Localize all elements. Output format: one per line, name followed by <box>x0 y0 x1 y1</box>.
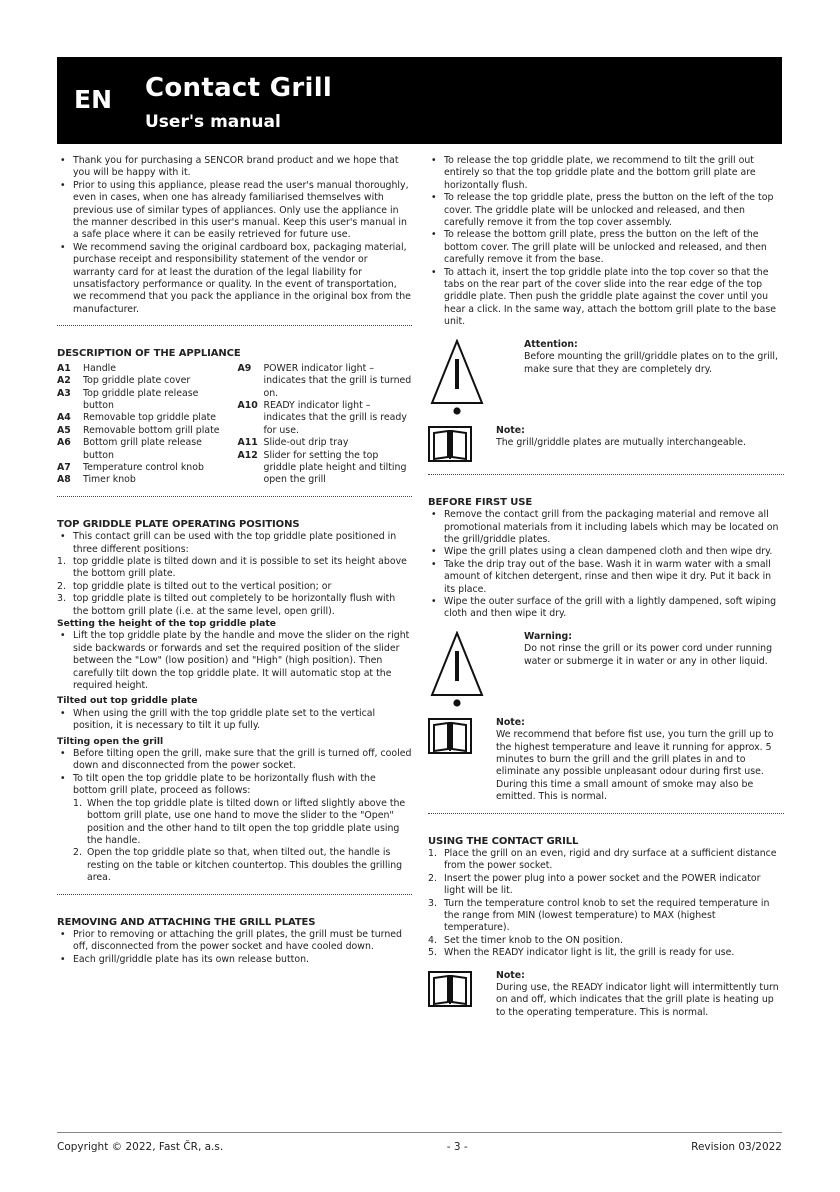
note-box <box>428 970 784 1020</box>
dotted-divider <box>57 318 412 326</box>
using-item: 4. Set the timer knob to the ON position. <box>428 934 624 946</box>
positions-item: 3. top griddle plate is tilted out completely to be horizontally flush with the bottom grill plate (i.e. at the same level, open grill). <box>57 593 396 617</box>
parts-list-left <box>57 363 232 487</box>
using-item: 1. Place the grill on an even, rigid and dry surface at a sufficient distance from the power socket. <box>428 848 777 872</box>
part-item: A3 Top griddle plate release button <box>57 387 199 411</box>
using-item: 2. Insert the power plug into a power socket and the POWER indicator light will be lit. <box>428 872 761 897</box>
section-heading-positions: TOP GRIDDLE PLATE OPERATING POSITIONS <box>57 518 300 530</box>
part-item: A10 READY indicator light – indicates that the grill is ready for use. <box>237 399 407 436</box>
intro-paragraph: • We recommend saving the original cardboard box, packaging material, purchase receipt and responsibility statement of the vendor or warranty card for at least the duration of the legal liability for unsatisfactory performance or quality. In the event of transportation, we recommend that you pack the appliance in the original box from the manufacturer. <box>57 242 412 316</box>
note-label: Note: <box>496 716 525 728</box>
attention-text: Before mounting the grill/griddle plates on to the grill, make sure that they are completely dry. <box>524 351 778 375</box>
removing-item: • To release the top griddle plate, we recommend to tilt the grill out entirely so that the top griddle plate and the bottom grill plate are horizontally flush. <box>428 155 784 192</box>
before-item: • Take the drip tray out of the base. Wash it in warm water with a small amount of kitchen detergent, rinse and then wipe it dry. Put it back in its place. <box>428 559 784 596</box>
positions-intro: • This contact grill can be used with the top griddle plate positioned in three different positions: <box>57 531 412 556</box>
book-icon <box>428 717 472 755</box>
note-label: Note: <box>496 424 525 436</box>
warning-box <box>428 631 784 707</box>
part-item: A6 Bottom grill plate release button <box>57 437 202 461</box>
note-text: During use, the READY indicator light will intermittently turn on and off, which indicates that the grill plate is heating up to the operating temperature. This is normal. <box>496 982 779 1018</box>
tilting-paragraph: • Before tilting open the grill, make sure that the grill is turned off, cooled down and disconnected from the power socket. <box>57 748 412 773</box>
intro-paragraph: • Prior to using this appliance, please read the user's manual thoroughly, even in cases, when one has already familiarised themselves with previous use of similar types of appliances. Only use the appliance in the manner described in this user's manual. Keep this user's manual in a safe place where it can be easily retrieved for future use. <box>57 180 412 242</box>
part-item: A4 Removable top griddle plate <box>57 412 217 424</box>
before-item: • Wipe the grill plates using a clean dampened cloth and then wipe dry. <box>428 546 784 558</box>
tilting-step: 1. When the top griddle plate is tilted down or lifted slightly above the bottom grill plate, use one hand to move the slider to the "Open" position and the other hand to tilt open the top griddle plate using the handle. <box>73 797 406 846</box>
section-heading-removing: REMOVING AND ATTACHING THE GRILL PLATES <box>57 916 316 928</box>
part-item: A7 Temperature control knob <box>57 461 204 473</box>
revision: Revision 03/2022 <box>691 1141 782 1153</box>
dotted-divider <box>57 489 412 497</box>
tilting-step: 2. Open the top griddle plate so that, when tilted out, the handle is resting on the table or kitchen countertop. This doubles the grilling area. <box>73 847 403 884</box>
part-item: A12 Slider for setting the top griddle plate height and tilting open the grill <box>237 449 407 486</box>
before-item: • Remove the contact grill from the packaging material and remove all promotional materials from it including labels which may be located on the grill/griddle plates. <box>428 509 784 546</box>
tilting-paragraph: • To tilt open the top griddle plate to be horizontally flush with the bottom grill plate, proceed as follows: 1. When the top griddle plate is tilted down or lifted slightly above the bottom grill plate, use one hand to move the slider to the "Open" position and the other hand to tilt open the top griddle plate using the handle. 2. Open the top griddle plate so that, when tilted out, the handle is resting on the table or kitchen countertop. This doubles the grilling area. <box>57 773 412 885</box>
header-banner <box>57 57 782 144</box>
document-title: Contact Grill <box>145 73 333 103</box>
section-heading-description: DESCRIPTION OF THE APPLIANCE <box>57 348 241 360</box>
note-text: We recommend that before fist use, you turn the grill up to the highest temperature and leave it running for approx. 5 minutes to burn the grill and the grill plates in and to eliminate any possible unpleasant odour during first use. During this time a small amount of smoke may also be emitted. This is normal. <box>496 729 774 803</box>
part-item: A1 Handle <box>57 362 117 374</box>
language-code: EN <box>74 85 113 114</box>
part-item: A8 Timer knob <box>57 474 136 486</box>
subheading-height: Setting the height of the top griddle plate <box>57 618 276 629</box>
book-icon <box>428 970 472 1008</box>
document-subtitle: User's manual <box>145 112 281 132</box>
subheading-tilting: Tilting open the grill <box>57 735 164 747</box>
before-item: • Wipe the outer surface of the grill with a lightly dampened, soft wiping cloth and then wipe it dry. <box>428 596 784 621</box>
part-item: A11 Slide-out drip tray <box>237 437 349 449</box>
attention-label: Attention: <box>524 338 578 350</box>
section-heading-before: BEFORE FIRST USE <box>428 496 533 508</box>
warning-triangle-icon <box>430 339 484 415</box>
removing-item: • Each grill/griddle plate has its own release button. <box>57 954 412 966</box>
note-label: Note: <box>496 969 525 981</box>
removing-item: • To release the bottom grill plate, press the button on the left of the bottom cover. The grill plate will be unlocked and released, and then carefully remove it from the base. <box>428 229 784 266</box>
using-item: 5. When the READY indicator light is lit, the grill is ready for use. <box>428 947 735 959</box>
warning-label: Warning: <box>524 630 572 642</box>
using-item: 3. Turn the temperature control knob to set the required temperature in the range from MIN (lowest temperature) to MAX (highest temperature). <box>428 897 770 934</box>
removing-item: • To release the top griddle plate, press the button on the left of the top cover. The griddle plate will be unlocked and released, and then carefully remove it from the top cover assembly. <box>428 192 784 229</box>
removing-item: • Prior to removing or attaching the grill plates, the grill must be turned off, disconnected from the power socket and have cooled down. <box>57 929 412 954</box>
left-column <box>57 155 412 966</box>
warning-text: Do not rinse the grill or its power cord under running water or submerge it in water or any in other liquid. <box>524 643 773 667</box>
parts-list-right <box>238 363 413 487</box>
positions-item: 1. top griddle plate is tilted down and it is possible to set its height above the bottom grill plate. <box>57 555 407 580</box>
dotted-divider <box>428 806 784 814</box>
right-column <box>428 155 784 1019</box>
part-item: A2 Top griddle plate cover <box>57 375 191 387</box>
parts-list <box>57 363 412 487</box>
dotted-divider <box>57 887 412 895</box>
intro-paragraph: • Thank you for purchasing a SENCOR brand product and we hope that you will be happy with it. <box>57 155 412 180</box>
tilted-paragraph: • When using the grill with the top griddle plate set to the vertical position, it is necessary to tilt it up fully. <box>57 708 412 733</box>
note-box <box>428 717 784 804</box>
note-box <box>428 425 784 465</box>
height-paragraph: • Lift the top griddle plate by the handle and move the slider on the right side backwards or forwards and set the required position of the slider between the "Low" (low position) and "High" (high position). Then carefully tilt down the top griddle plate. It will automatic stop at the required height. <box>57 630 412 692</box>
positions-item: 2. top griddle plate is tilted out to the vertical position; or <box>57 580 332 592</box>
warning-triangle-icon <box>430 631 484 707</box>
note-text: The grill/griddle plates are mutually interchangeable. <box>496 437 746 449</box>
part-item: A5 Removable bottom grill plate <box>57 424 220 436</box>
dotted-divider <box>428 467 784 475</box>
page-footer <box>57 1132 782 1153</box>
part-item: A9 POWER indicator light – indicates that the grill is turned on. <box>237 362 412 399</box>
removing-item: • To attach it, insert the top griddle plate into the top cover so that the tabs on the rear part of the cover slide into the rear edge of the top griddle plate. Then push the griddle plate against the cover until you hear a click. In the same way, attach the bottom grill plate to the base unit. <box>428 267 784 329</box>
page-number: - 3 - <box>446 1141 468 1153</box>
section-heading-using: USING THE CONTACT GRILL <box>428 835 579 847</box>
copyright: Copyright © 2022, Fast ČR, a.s. <box>57 1141 224 1153</box>
attention-box <box>428 339 784 415</box>
subheading-tilted: Tilted out top griddle plate <box>57 695 198 707</box>
book-icon <box>428 425 472 463</box>
